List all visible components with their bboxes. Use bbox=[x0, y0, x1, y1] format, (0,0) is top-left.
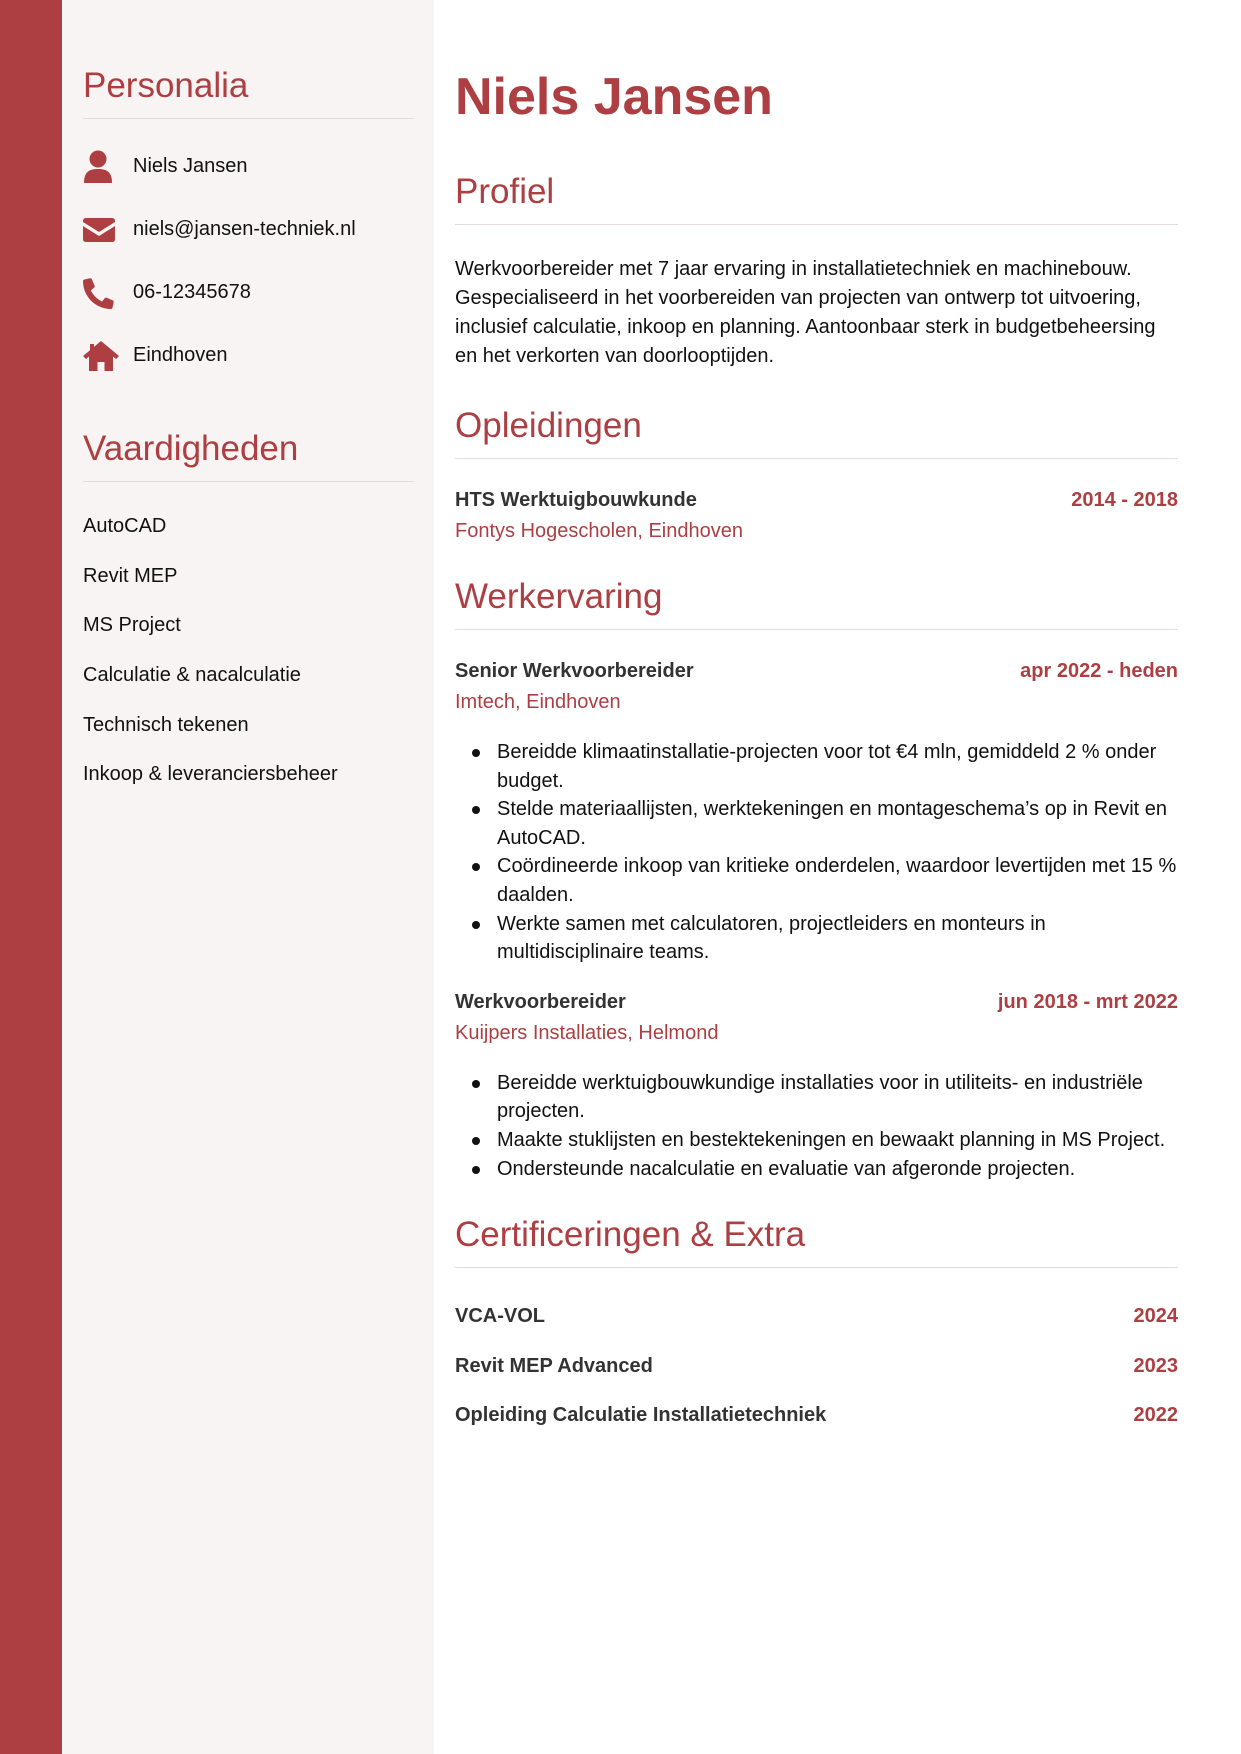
job-entry bbox=[455, 660, 1178, 967]
skill-item: Revit MEP bbox=[83, 564, 178, 587]
contact-phone-text[interactable]: 06-12345678 bbox=[133, 281, 251, 303]
experience-heading: Werkervaring bbox=[455, 579, 1178, 630]
contact-name-text: Niels Jansen bbox=[133, 155, 248, 177]
job-date: jun 2018 - mrt 2022 bbox=[997, 990, 1178, 1013]
job-bullet: Bereidde klimaatinstallatie-projecten voor tot €4 mln, gemiddeld 2 % onder budget. bbox=[469, 738, 1178, 795]
certification-year: 2023 bbox=[1133, 1354, 1178, 1377]
skill-item: Inkoop & leveranciersbeheer bbox=[83, 763, 338, 786]
skill-item: AutoCAD bbox=[83, 515, 167, 538]
job-company: Kuijpers Installaties, Helmond bbox=[455, 1021, 719, 1044]
contact-phone bbox=[83, 261, 414, 324]
job-bullet: Ondersteunde nacalculatie en evaluatie van afgeronde projecten. bbox=[469, 1155, 1178, 1184]
certifications-list bbox=[455, 1292, 1178, 1441]
education-entry bbox=[455, 489, 1178, 543]
job-bullet: Werkte samen met calculatoren, projectleiders en monteurs in multidisciplinaire teams. bbox=[469, 910, 1178, 967]
certifications-heading: Certificeringen & Extra bbox=[455, 1217, 1178, 1268]
job-bullet: Maakte stuklijsten en bestektekeningen en bewaakt planning in MS Project. bbox=[469, 1126, 1178, 1155]
job-date: apr 2022 - heden bbox=[1020, 660, 1178, 682]
skills-heading: Vaardigheden bbox=[83, 387, 414, 482]
skills-list bbox=[83, 482, 414, 800]
contact-name bbox=[83, 135, 414, 198]
profile-text: Werkvoorbereider met 7 jaar ervaring in installatietechniek en machinebouw. Gespecialiseerd in het voorbereiden van projecten van ontwerp tot uitvoering, inclusief calculatie, inkoop en planning. Aantoonbaar sterk in budgetbeheersing en het verkorten van doorlooptijden. bbox=[455, 258, 1156, 367]
contact-email bbox=[83, 198, 414, 261]
certification-year: 2022 bbox=[1133, 1404, 1178, 1427]
certification-item bbox=[455, 1292, 1178, 1342]
job-title: Werkvoorbereider bbox=[455, 990, 626, 1013]
certification-name: Revit MEP Advanced bbox=[455, 1354, 653, 1377]
personal-heading: Personalia bbox=[83, 0, 414, 119]
job-title: Senior Werkvoorbereider bbox=[455, 660, 694, 682]
job-bullet: Bereidde werktuigbouwkundige installaties voor in utiliteits- en industriële projecten. bbox=[469, 1069, 1178, 1126]
education-heading: Opleidingen bbox=[455, 408, 1178, 459]
skill-item: Calculatie & nacalculatie bbox=[83, 664, 301, 687]
contact-email-text[interactable]: niels@jansen-techniek.nl bbox=[133, 218, 356, 240]
home-icon bbox=[83, 338, 119, 374]
education-institution: Fontys Hogescholen, Eindhoven bbox=[455, 520, 743, 542]
certification-year: 2024 bbox=[1133, 1305, 1178, 1328]
job-bullets bbox=[455, 1069, 1178, 1183]
job-entry bbox=[455, 991, 1178, 1183]
main-content bbox=[434, 0, 1241, 1754]
education-title: HTS Werktuigbouwkunde bbox=[455, 489, 697, 511]
certification-item bbox=[455, 1342, 1178, 1392]
envelope-icon bbox=[83, 212, 119, 248]
education-date: 2014 - 2018 bbox=[1071, 489, 1178, 511]
contact-location-text: Eindhoven bbox=[133, 344, 228, 366]
job-bullet: Stelde materiaallijsten, werktekeningen en montageschema’s op in Revit en AutoCAD. bbox=[469, 795, 1178, 852]
skill-item: MS Project bbox=[83, 614, 181, 637]
skill-item: Technisch tekenen bbox=[83, 713, 249, 736]
sidebar bbox=[62, 0, 434, 1754]
profile-heading: Profiel bbox=[455, 174, 1178, 225]
accent-bar bbox=[0, 0, 62, 1754]
contact-list bbox=[83, 119, 414, 387]
job-company: Imtech, Eindhoven bbox=[455, 691, 621, 713]
certification-item bbox=[455, 1391, 1178, 1441]
user-icon bbox=[83, 149, 119, 185]
contact-location bbox=[83, 324, 414, 387]
job-bullets bbox=[455, 738, 1178, 967]
certification-name: Opleiding Calculatie Installatietechniek bbox=[455, 1404, 827, 1427]
job-bullet: Coördineerde inkoop van kritieke onderdelen, waardoor levertijden met 15 % daalden. bbox=[469, 852, 1178, 909]
candidate-name: Niels Jansen bbox=[455, 68, 773, 126]
phone-icon bbox=[83, 275, 119, 311]
certification-name: VCA-VOL bbox=[455, 1305, 545, 1328]
